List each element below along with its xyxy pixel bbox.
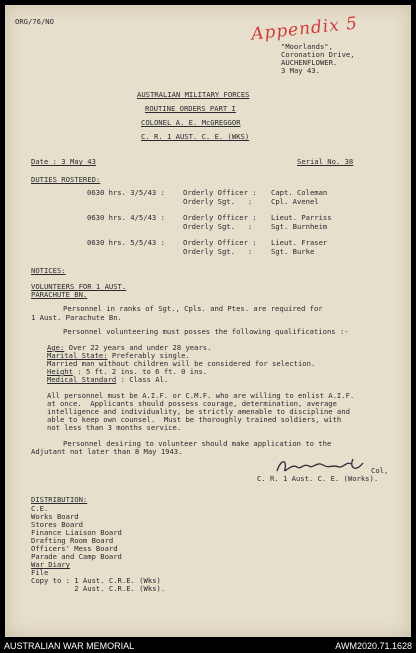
qualification-value: : 5 ft. 2 ins. to 6 ft. 0 ins. bbox=[72, 367, 208, 376]
handwritten-annotation: Appendix 5 bbox=[250, 13, 359, 45]
archive-footer bbox=[0, 639, 416, 653]
title-line: ROUTINE ORDERS PART I bbox=[145, 104, 236, 113]
reference-number: ORG/76/NO bbox=[15, 17, 54, 26]
qualification-line bbox=[47, 376, 168, 384]
paragraph-line: Personnel in ranks of Sgt., Cpls. and Ptes. are required for bbox=[63, 304, 323, 313]
distribution-item: War Diary bbox=[31, 560, 70, 569]
qualification-key: Height bbox=[47, 367, 73, 376]
duty-role: Orderly Sgt. : bbox=[183, 222, 253, 231]
paragraph-line: intelligence and individuality, be strictly amenable to discipline and bbox=[47, 407, 350, 416]
paragraph-line: Adjutant not later than 8 May 1943. bbox=[31, 447, 183, 456]
distribution-item: Works Board bbox=[31, 512, 79, 521]
footer-institution: AUSTRALIAN WAR MEMORIAL bbox=[4, 641, 135, 651]
qualification-value: Over 22 years and under 28 years. bbox=[64, 343, 212, 352]
volunteers-heading: PARACHUTE BN. bbox=[31, 290, 88, 299]
distribution-item: Stores Board bbox=[31, 520, 83, 529]
distribution-heading: DISTRIBUTION: bbox=[31, 495, 88, 504]
signature-rank: Col, bbox=[371, 466, 389, 475]
qualification-key: Medical Standard bbox=[47, 375, 117, 384]
paragraph-line: able to keep own counsel. Must be thoroughly trained soldiers, with bbox=[47, 415, 342, 424]
qualification-value: Married man without children will be considered for selection. bbox=[47, 359, 316, 368]
qualification-value: : Class Al. bbox=[116, 375, 169, 384]
duty-person: Lieut. Parriss bbox=[271, 213, 332, 222]
duty-time: 0630 hrs. 3/5/43 : bbox=[87, 188, 165, 197]
title-line: COLONEL A. E. McGREGGOR bbox=[141, 118, 241, 127]
title-line: C. R. 1 AUST. C. E. (WKS) bbox=[141, 132, 250, 141]
signature-title: C. R. 1 Aust. C. E. (Works). bbox=[257, 474, 379, 483]
address-line: "Moorlands", bbox=[281, 42, 333, 51]
distribution-item: Drafting Room Board bbox=[31, 536, 114, 545]
paragraph-line: 1 Aust. Parachute Bn. bbox=[31, 313, 122, 322]
qualification-key: Age: bbox=[47, 343, 65, 352]
paragraph-line: not less than 3 months service. bbox=[47, 423, 182, 432]
duty-role: Orderly Officer : bbox=[183, 238, 257, 247]
paragraph-line: All personnel must be A.I.F. or C.M.F. who are willing to enlist A.I.F. bbox=[47, 391, 355, 400]
serial-number: Serial No. 38 bbox=[297, 157, 354, 166]
copy-line: 2 Aust. C.R.E. (Wks). bbox=[31, 584, 166, 593]
distribution-item: Parade and Camp Board bbox=[31, 552, 122, 561]
paragraph-line: Personnel desiring to volunteer should make application to the bbox=[63, 439, 332, 448]
address-line: AUCHENFLOWER. bbox=[281, 58, 338, 67]
duty-person: Cpl. Avenel bbox=[271, 197, 319, 206]
duty-person: Capt. Coleman bbox=[271, 188, 328, 197]
document-page bbox=[5, 5, 411, 637]
distribution-item: C.E. bbox=[31, 504, 49, 513]
qualification-key: Marital State: bbox=[47, 351, 108, 360]
qualification-value: Preferably single. bbox=[107, 351, 190, 360]
duty-role: Orderly Officer : bbox=[183, 188, 257, 197]
duty-person: Lieut. Fraser bbox=[271, 238, 328, 247]
duties-heading: DUTIES ROSTERED: bbox=[31, 175, 101, 184]
distribution-item: Finance Liaison Board bbox=[31, 528, 122, 537]
duty-time: 0630 hrs. 4/5/43 : bbox=[87, 213, 165, 222]
duty-person: Sgt. Burke bbox=[271, 247, 315, 256]
address-line: Coronation Drive, bbox=[281, 50, 355, 59]
title-line: AUSTRALIAN MILITARY FORCES bbox=[137, 90, 250, 99]
paragraph-line: at once. Applicants should possess courage, determination, average bbox=[47, 399, 337, 408]
duty-time: 0630 hrs. 5/5/43 : bbox=[87, 238, 165, 247]
footer-accession-number: AWM2020.71.1628 bbox=[335, 641, 412, 651]
duty-person: Sgt. Burnheim bbox=[271, 222, 328, 231]
distribution-item: File bbox=[31, 568, 49, 577]
volunteers-heading: VOLUNTEERS FOR 1 AUST. bbox=[31, 282, 127, 291]
address-line: 3 May 43. bbox=[281, 66, 320, 75]
duty-role: Orderly Sgt. : bbox=[183, 197, 253, 206]
date-line: Date : 3 May 43 bbox=[31, 157, 96, 166]
copy-line: Copy to : 1 Aust. C.R.E. (Wks) bbox=[31, 576, 161, 585]
distribution-item: Officers' Mess Board bbox=[31, 544, 118, 553]
duty-role: Orderly Sgt. : bbox=[183, 247, 253, 256]
notices-heading: NOTICES: bbox=[31, 266, 66, 275]
paragraph-line: Personnel volunteering must posses the following qualifications :- bbox=[63, 327, 349, 336]
duty-role: Orderly Officer : bbox=[183, 213, 257, 222]
